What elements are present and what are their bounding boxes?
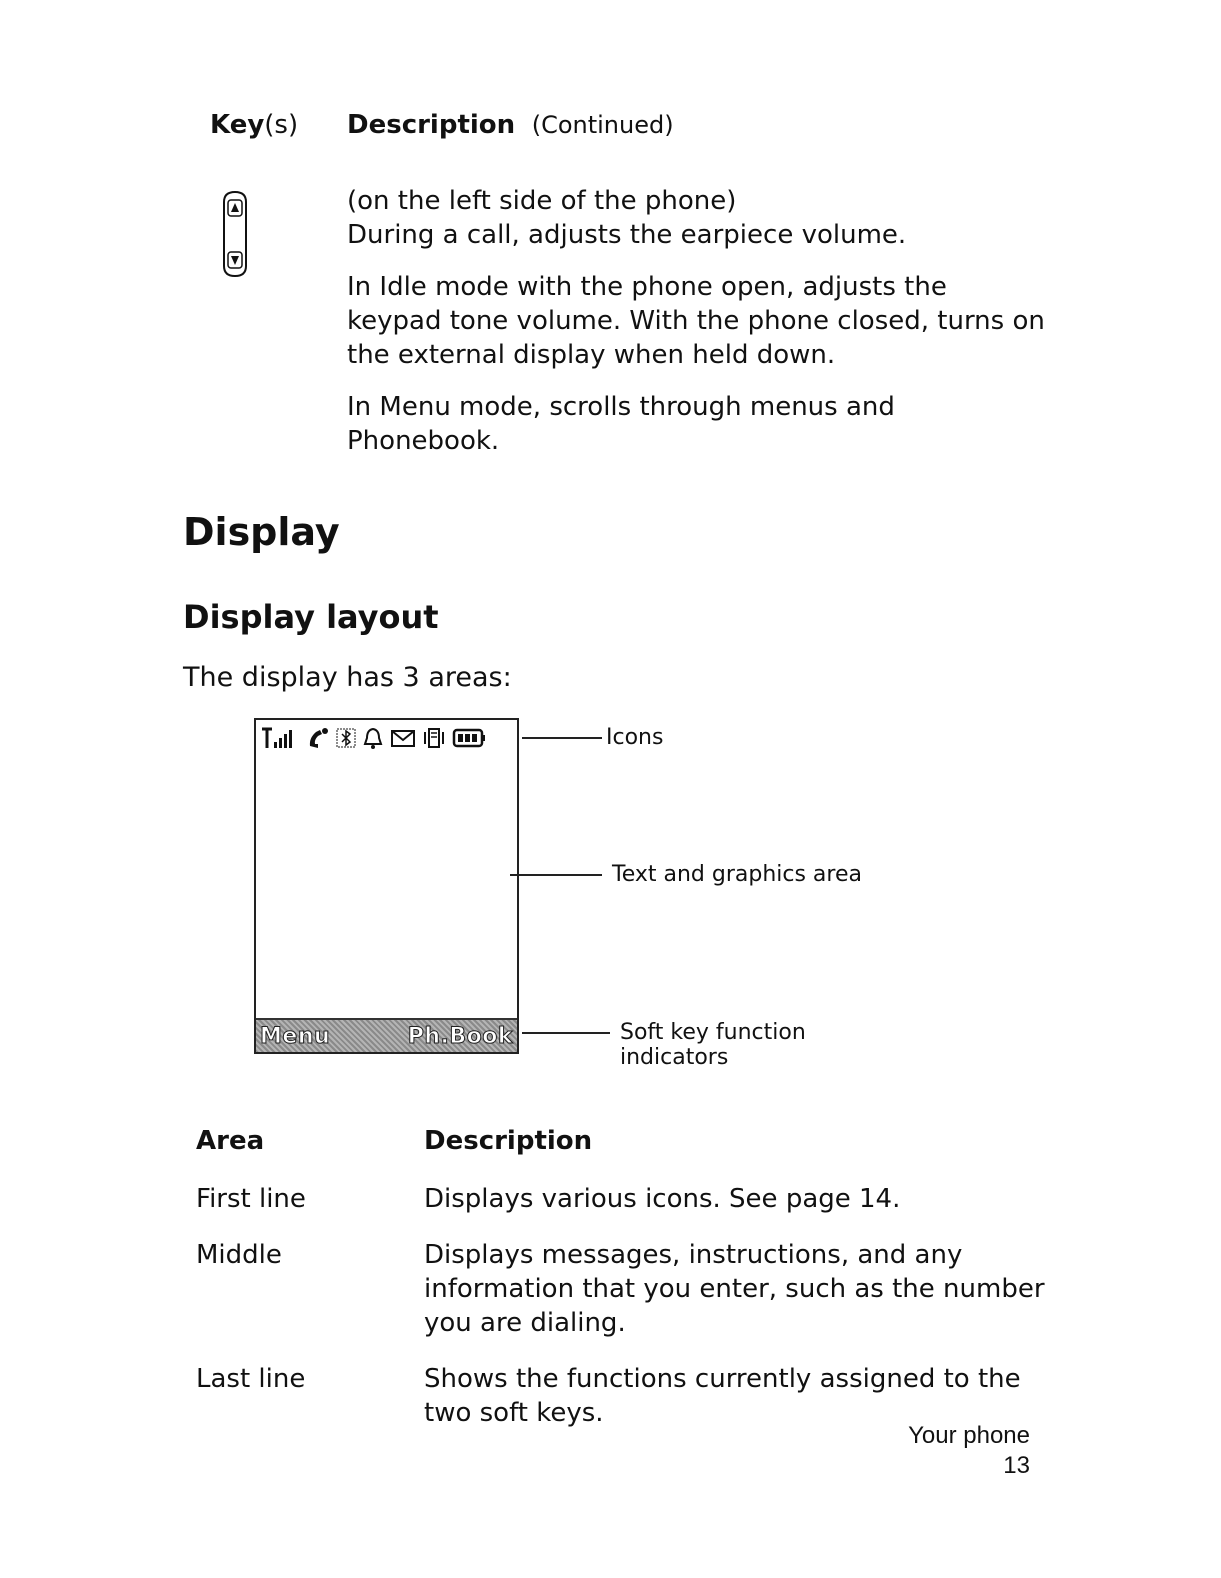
description-cell (424, 1182, 900, 1216)
volume-key-desc-1 (347, 184, 1047, 252)
description-cell (424, 1362, 1021, 1430)
text-line: In Idle mode with the phone open, adjusts the (347, 272, 947, 302)
footer-section: Your phone (908, 1422, 1030, 1449)
section-title: Display (183, 510, 340, 554)
key-column-header (210, 110, 298, 140)
key-header-bold: Key (210, 110, 265, 140)
text-line: you are dialing. (424, 1308, 626, 1338)
text-line: Shows the functions currently assigned to the (424, 1364, 1021, 1394)
key-header-suffix: (s) (264, 110, 299, 140)
text-area-callout: Text and graphics area (612, 862, 862, 887)
text-line: keypad tone volume. With the phone closed, turns on (347, 306, 1045, 336)
message-icon (390, 726, 416, 750)
text-area-leader-line (510, 874, 602, 876)
text-area-marker (517, 875, 519, 937)
area-cell: First line (196, 1184, 306, 1214)
area-cell: Last line (196, 1364, 306, 1394)
page-footer (908, 1421, 1030, 1481)
phone-display-diagram (254, 718, 519, 1054)
text-line: (on the left side of the phone) (347, 186, 737, 216)
text-line: During a call, adjusts the earpiece volume. (347, 220, 907, 250)
text-line: two soft keys. (424, 1398, 604, 1428)
description-column-header-2: Description (424, 1126, 593, 1156)
icons-callout: Icons (606, 725, 664, 750)
text-line: Displays various icons. See page 14. (424, 1184, 901, 1214)
page-number: 13 (1003, 1452, 1030, 1479)
signal-strength-icon (260, 726, 300, 750)
text-line: Displays messages, instructions, and any (424, 1240, 963, 1270)
icons-leader-line (522, 737, 602, 739)
softkey-callout (620, 1020, 806, 1070)
volume-key-desc-2 (347, 270, 1047, 372)
text-line: the external display when held down. (347, 340, 836, 370)
bluetooth-icon (336, 726, 356, 750)
status-icon-bar (260, 724, 513, 752)
call-icon (306, 726, 330, 750)
text-line: Phonebook. (347, 426, 500, 456)
description-cell (424, 1238, 1045, 1340)
softkey-bar (256, 1018, 517, 1052)
description-header: Description (347, 110, 516, 140)
text-line: In Menu mode, scrolls through menus and (347, 392, 895, 422)
softkey-callout-line: indicators (620, 1045, 729, 1070)
volume-side-key-icon (220, 188, 250, 280)
softkey-leader-line (522, 1032, 610, 1034)
softkey-left-label: Menu (260, 1023, 331, 1049)
volume-key-desc-3 (347, 390, 1047, 458)
intro-text: The display has 3 areas: (183, 662, 512, 693)
battery-icon (452, 726, 486, 750)
subsection-title: Display layout (183, 598, 439, 636)
text-line: information that you enter, such as the number (424, 1274, 1045, 1304)
area-column-header: Area (196, 1126, 265, 1156)
alarm-icon (362, 726, 384, 750)
softkey-right-label: Ph.Book (407, 1023, 513, 1049)
vibration-icon (422, 726, 446, 750)
area-cell: Middle (196, 1240, 282, 1270)
description-column-header (347, 110, 674, 140)
softkey-callout-line: Soft key function (620, 1020, 806, 1045)
continued-label: (Continued) (531, 111, 674, 139)
